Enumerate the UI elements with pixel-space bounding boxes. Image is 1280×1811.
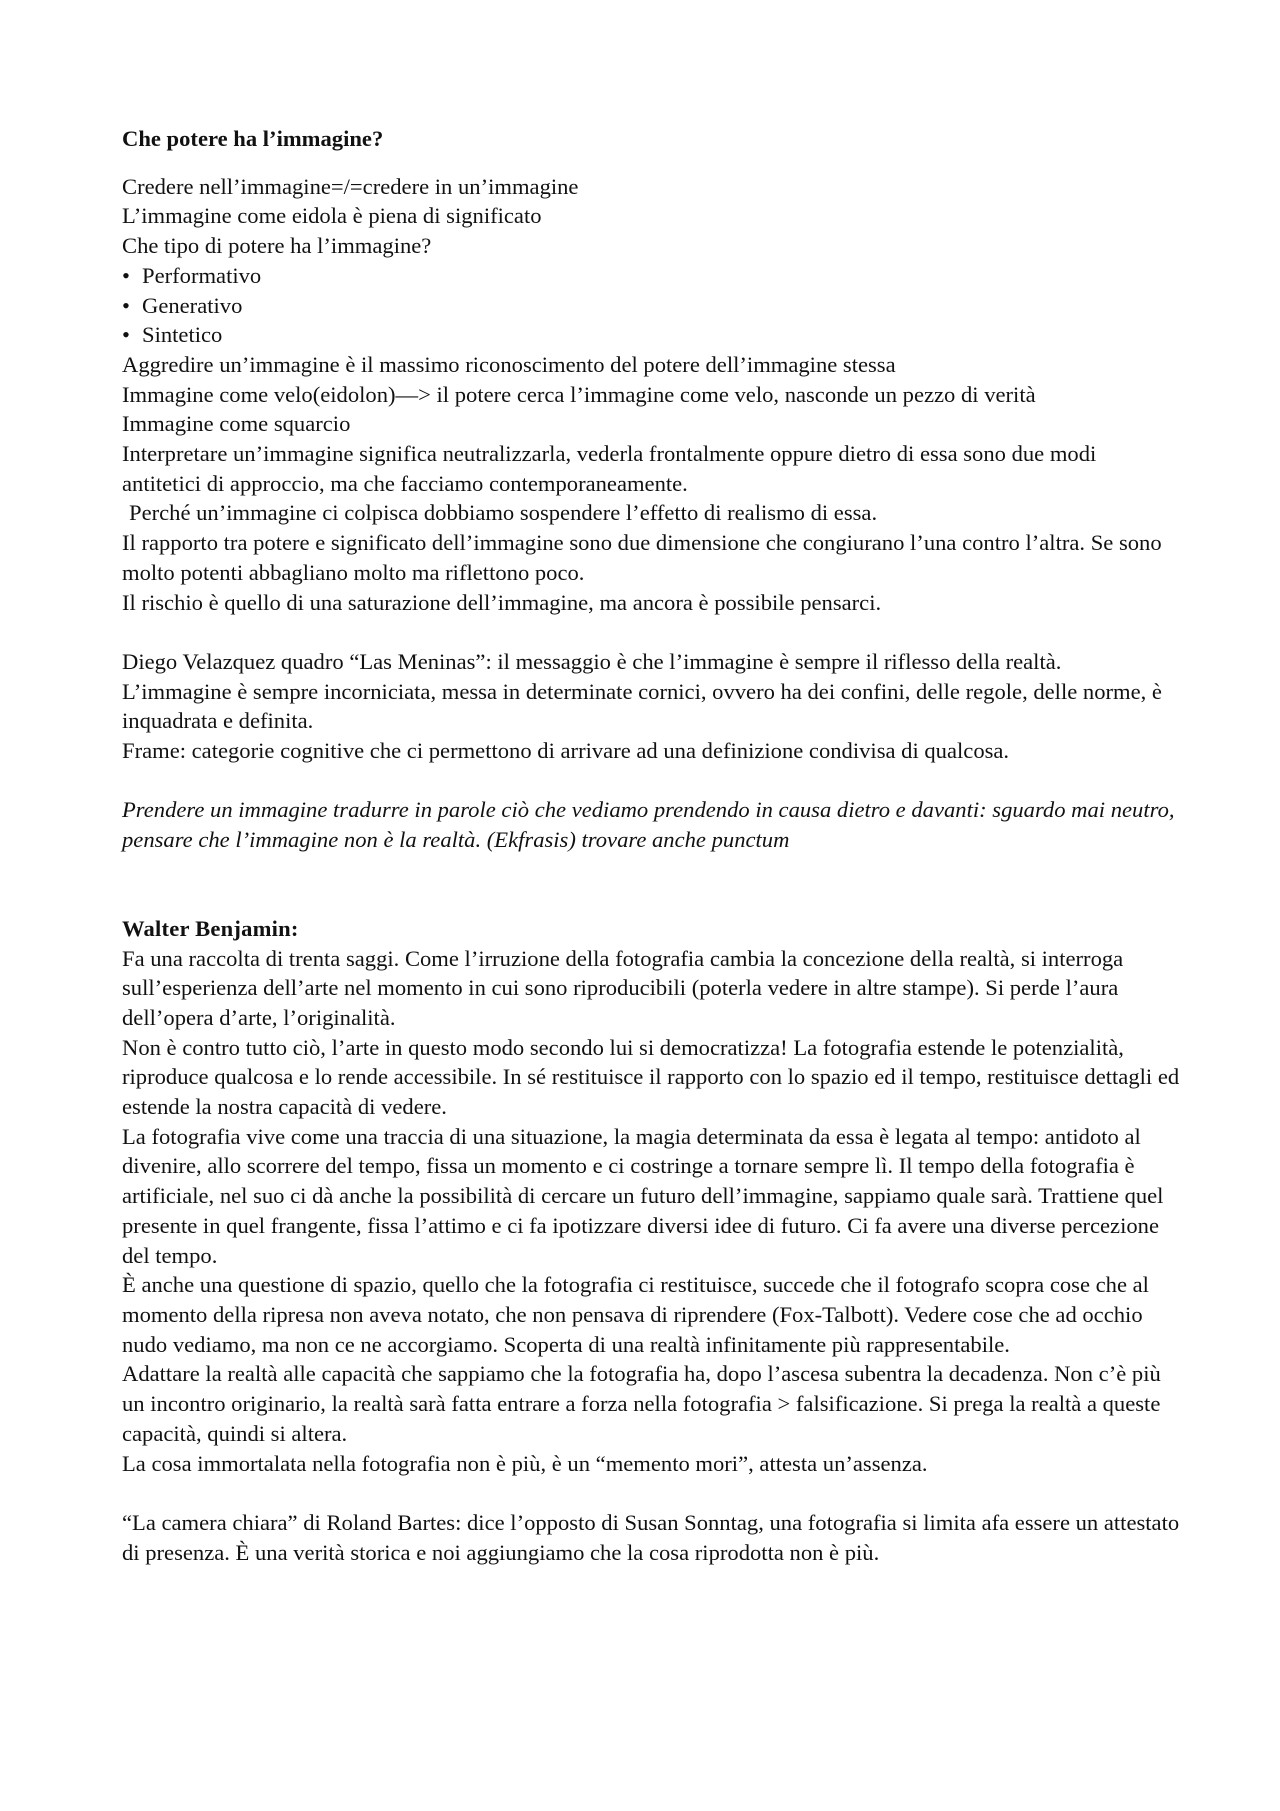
paragraph: La cosa immortalata nella fotografia non è più, è un “memento mori”, attesta un’assenza. [122, 1450, 928, 1476]
paragraph: Fa una raccolta di trenta saggi. Come l’irruzione della fotografia cambia la concezione della realtà, si interroga sull’esperienza dell’arte nel momento in cui sono riproducibili (poterla vedere in altre stampe). Si perde l’aura dell’opera d’arte, l’originalità. [122, 945, 1124, 1030]
bullet-icon: • [122, 292, 130, 318]
list-item-label: Performativo [142, 262, 262, 288]
paragraph: L’immagine è sempre incorniciata, messa in determinate cornici, ovvero ha dei confini, delle regole, delle norme, è inquadrata e definita. [122, 678, 1162, 734]
list-item [122, 320, 1180, 350]
paragraph-line: L’immagine come eidola è piena di significato [122, 203, 542, 229]
paragraph: È anche una questione di spazio, quello che la fotografia ci restituisce, succede che il fotografo scopra cose che al momento della ripresa non aveva notato, che non pensava di riprendere (Fox-Talbott). Vedere cose che ad occhio nudo vediamo, ma non ce ne accorgiamo. Scoperta di una realtà infinitamente più rappresentabile. [122, 1272, 1149, 1357]
blank-line [122, 1478, 1180, 1508]
document-title: Che potere ha l’immagine? [122, 126, 384, 151]
paragraph: Il rapporto tra potere e significato dell’immagine sono due dimensione che congiurano l’una contro l’altra. Se sono molto potenti abbagliano molto ma riflettono poco. [122, 530, 1162, 585]
paragraph: Adattare la realtà alle capacità che sappiamo che la fotografia ha, dopo l’ascesa subentra la decadenza. Non c’è più un incontro originario, la realtà sarà fatta entrare a forza nella fotografia > falsificazione. Si prega la realtà a queste capacità, quindi si altera. [122, 1361, 1161, 1446]
paragraph: Frame: categorie cognitive che ci permettono di arrivare ad una definizione condivisa di qualcosa. [122, 738, 1010, 764]
paragraph-line: Che tipo di potere ha l’immagine? [122, 233, 432, 259]
paragraph: La fotografia vive come una traccia di una situazione, la magia determinata da essa è legata al tempo: antidoto al divenire, allo scorrere del tempo, fissa un momento e ci costringe a tornare sempre lì. Il tempo della fotografia è artificiale, nel suo ci dà anche la possibilità di cercare un futuro dell’immagine, sappiamo quale sarà. Trattiene quel presente in quel frangente, fissa l’attimo e ci fa ipotizzare diversi idee di futuro. Ci fa avere una diverse percezione del tempo. [122, 1123, 1164, 1268]
section-potere-immagine [122, 172, 1180, 618]
paragraph: Aggredire un’immagine è il massimo riconoscimento del potere dell’immagine stessa [122, 351, 896, 377]
paragraph: Immagine come velo(eidolon)—> il potere cerca l’immagine come velo, nasconde un pezzo di verità [122, 381, 1036, 407]
paragraph: Il rischio è quello di una saturazione dell’immagine, ma ancora è possibile pensarci. [122, 589, 882, 615]
paragraph-line: Credere nell’immagine=/=credere in un’immagine [122, 173, 579, 199]
list-item-label: Sintetico [142, 322, 223, 348]
paragraph: Immagine come squarcio [122, 411, 351, 437]
blank-line [122, 617, 1180, 647]
blank-lines [122, 855, 1180, 914]
paragraph: “La camera chiara” di Roland Bartes: dice l’opposto di Susan Sonntag, una fotografia si limita afa essere un attestato di presenza. È una verità storica e noi aggiungiamo che la cosa riprodotta non è più. [122, 1509, 1180, 1565]
paragraph: Interpretare un’immagine significa neutralizzarla, vederla frontalmente oppure dietro di essa sono due modi antitetici di approccio, ma che facciamo contemporaneamente. [122, 441, 1097, 496]
paragraph: Perché un’immagine ci colpisca dobbiamo sospendere l’effetto di realismo di essa. [129, 500, 878, 526]
list-item [122, 291, 1180, 321]
power-types-list [122, 261, 1180, 350]
section-las-meninas [122, 647, 1180, 766]
paragraph: Diego Velazquez quadro “Las Meninas”: il messaggio è che l’immagine è sempre il riflesso della realtà. [122, 648, 1062, 674]
list-item [122, 261, 1180, 291]
bullet-icon: • [122, 322, 130, 348]
section-camera-chiara [122, 1508, 1180, 1567]
bullet-icon: • [122, 262, 130, 288]
section-ekfrasis [122, 795, 1180, 854]
list-item-label: Generativo [142, 292, 243, 318]
paragraph: Non è contro tutto ciò, l’arte in questo modo secondo lui si democratizza! La fotografia estende le potenzialità, riproduce qualcosa e lo rende accessibile. In sé restituisce il rapporto con lo spazio ed il tempo, restituisce dettagli ed estende la nostra capacità di vedere. [122, 1034, 1180, 1120]
section-heading: Walter Benjamin: [122, 915, 299, 941]
blank-line [122, 766, 1180, 796]
italic-paragraph: Prendere un immagine tradurre in parole ciò che vediamo prendendo in causa dietro e davanti: sguardo mai neutro, pensare che l’immagine non è la realtà. (Ekfrasis) trovare anche punctum [122, 797, 1175, 853]
section-walter-benjamin [122, 914, 1180, 1478]
